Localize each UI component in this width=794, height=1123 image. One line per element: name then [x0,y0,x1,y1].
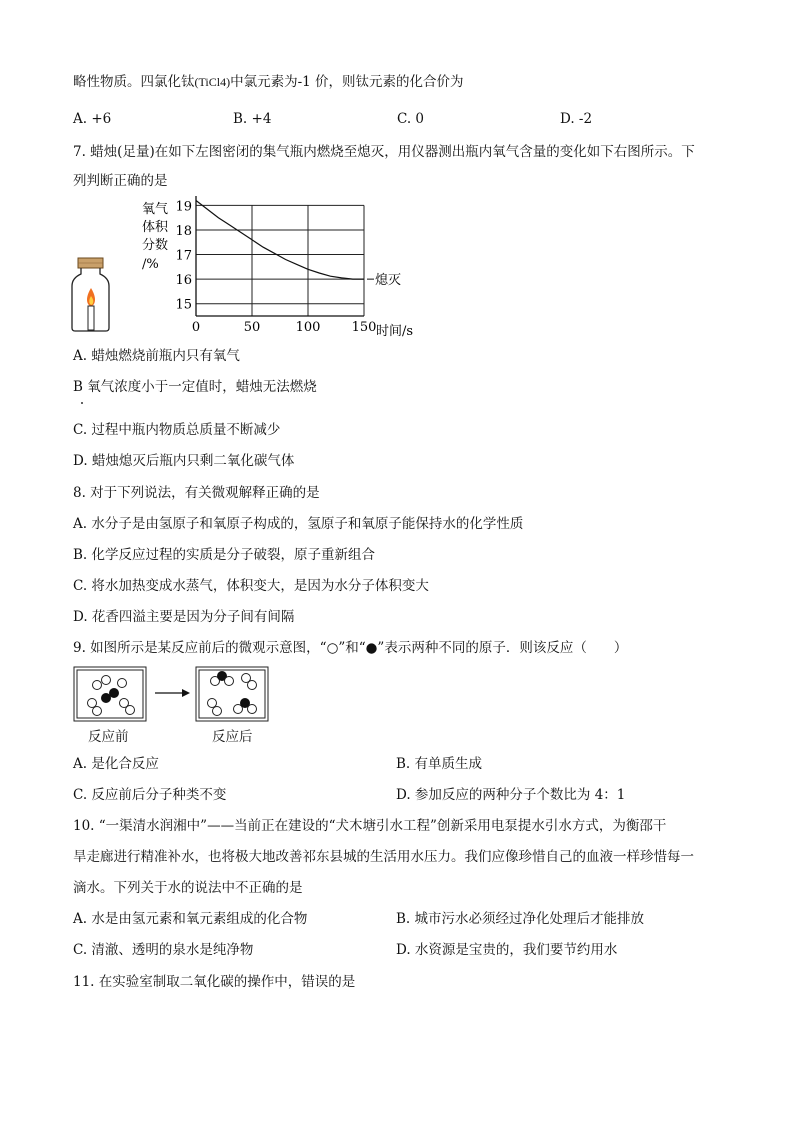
x-tick-labels [192,320,377,335]
extinguish-annotation: 熄灭 [375,273,402,289]
oxygen-fraction-chart [130,196,430,341]
q9-label-before: 反应前 [88,729,129,745]
stray-dot [81,402,83,404]
after-reaction-box [196,667,268,721]
x-axis-label: 时间/s [376,324,414,339]
q8-option-b: B. 化学反应过程的实质是分子破裂，原子重新组合 [73,547,376,563]
q9-option-a: A. 是化合反应 [73,756,159,772]
q9-label-after: 反应后 [212,729,253,745]
reaction-diagram [70,665,280,725]
q10-stem-line2: 旱走廊进行精准补水，也将极大地改善祁东县城的生活用水压力。我们应像珍惜自己的血液一样珍惜每一 [73,849,694,865]
q8-option-a: A. 水分子是由氢原子和氧原子构成的，氢原子和氧原子能保持水的化学性质 [73,516,524,532]
q9-option-b: B. 有单质生成 [396,756,483,772]
y-axis-label-line-1: 氧气 [142,202,169,217]
y-tick-label-16: 16 [175,273,192,289]
q6-stem-after: 中氯元素为-1 价，则钛元素的化合价为 [230,74,464,90]
q7-option-c: C. 过程中瓶内物质总质量不断减少 [73,422,281,438]
q8-stem: 8. 对于下列说法，有关微观解释正确的是 [73,485,320,501]
q10-option-c: C. 清澈、透明的泉水是纯净物 [73,942,254,958]
y-tick-label-15: 15 [175,297,192,313]
y-tick-labels [175,199,192,312]
q10-option-b: B. 城市污水必须经过净化处理后才能排放 [396,911,645,927]
q6-stem [73,73,464,91]
q9-stem: 9. 如图所示是某反应前后的微观示意图，“○”和“●”表示两种不同的原子．则该反应（ ） [73,640,628,656]
y-axis-label-line-2: 体积 [142,220,169,235]
q10-option-a: A. 水是由氢元素和氧元素组成的化合物 [73,911,308,927]
q6-stem-before: 略性物质。四氯化钛 [73,74,195,90]
q6-formula: (TiCl4) [194,75,231,89]
q6-option-c: C. 0 [397,111,425,127]
q7-stem-line2: 列判断正确的是 [73,173,168,189]
reaction-arrow [155,689,190,697]
q6-option-d: D. -2 [560,111,593,127]
y-axis-label [142,202,169,272]
x-tick-label-0: 0 [191,320,201,335]
x-tick-label-100: 100 [295,320,321,335]
candle-jar-figure [68,254,118,334]
q9-option-c: C. 反应前后分子种类不变 [73,787,227,803]
q8-option-c: C. 将水加热变成水蒸气，体积变大，是因为水分子体积变大 [73,578,429,594]
x-tick-label-50: 50 [243,320,261,335]
y-tick-label-17: 17 [175,248,192,264]
q10-stem-line1: 10. “一渠清水润湘中”——当前正在建设的“犬木塘引水工程”创新采用电泵提水引水方式，为衡邵干 [73,818,667,834]
oxygen-series-line [196,201,364,280]
q11-stem: 11. 在实验室制取二氧化碳的操作中，错误的是 [73,974,356,990]
chart-grid [196,205,364,316]
q6-option-b: B. +4 [233,111,272,127]
x-tick-label-150: 150 [351,320,377,335]
q6-option-a: A. +6 [73,111,112,127]
y-axis-label-line-3: 分数 [142,238,169,253]
q7-option-a: A. 蜡烛燃烧前瓶内只有氧气 [73,348,240,364]
y-tick-label-18: 18 [175,223,192,239]
q9-option-d: D. 参加反应的两种分子个数比为 4：1 [396,787,626,803]
q7-option-d: D. 蜡烛熄灭后瓶内只剩二氧化碳气体 [73,453,295,469]
q7-stem-line1: 7. 蜡烛(足量)在如下左图密闭的集气瓶内燃烧至熄灭，用仪器测出瓶内氧气含量的变化如下右图所示。下 [73,144,695,160]
q10-option-d: D. 水资源是宝贵的，我们要节约用水 [396,942,618,958]
y-tick-label-19: 19 [175,199,192,215]
before-reaction-box [74,667,146,721]
q10-stem-line3: 滴水。下列关于水的说法中不正确的是 [73,880,303,896]
q8-option-d: D. 花香四溢主要是因为分子间有间隔 [73,609,295,625]
q7-option-b: B 氧气浓度小于一定值时，蜡烛无法燃烧 [73,379,317,395]
y-axis-label-line-4: /% [142,257,159,272]
